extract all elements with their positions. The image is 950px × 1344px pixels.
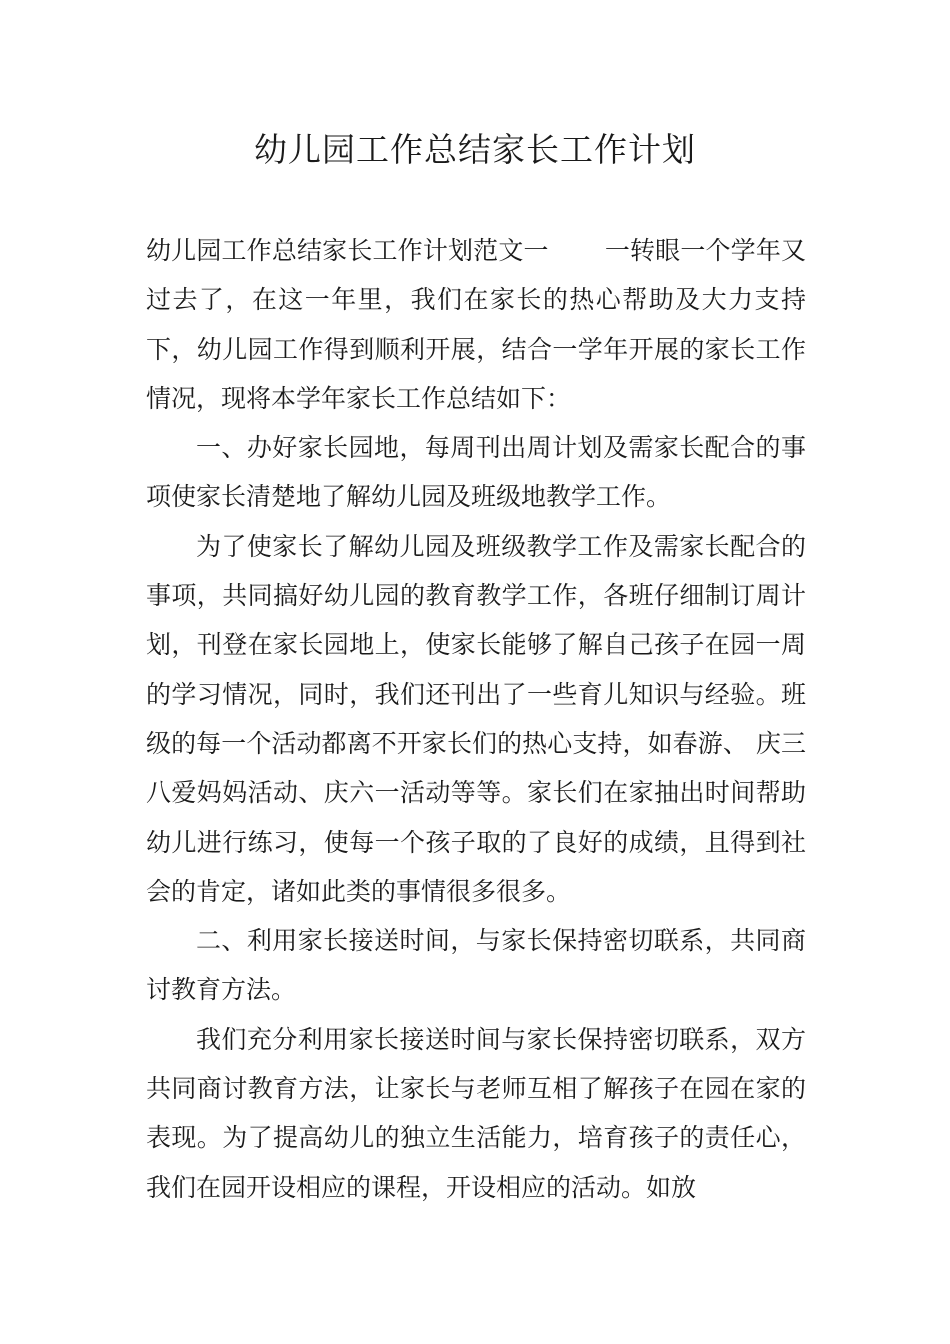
paragraph-3: 二、利用家长接送时间，与家长保持密切联系，共同商讨教育方法。 xyxy=(146,926,806,1005)
document-body xyxy=(146,226,806,1212)
paragraph-4: 我们充分利用家长接送时间与家长保持密切联系，双方共同商讨教育方法，让家长与老师互相了解孩子在园在家的表现。为了提高幼儿的独立生活能力，培育孩子的责任心，我们在园开设相应的课程，开设相应的活动。如放 xyxy=(146,1024,806,1202)
intro-text: 一转眼一个学年又过去了，在这一年里，我们在家长的热心帮助及大力支持下，幼儿园工作得到顺利开展，结合一学年开展的家长工作情况，现将本学年家长工作总结如下： xyxy=(146,236,806,413)
document-title: 幼儿园工作总结家长工作计划 xyxy=(254,130,696,169)
intro-lead: 幼儿园工作总结家长工作计划范文一 xyxy=(146,236,549,265)
paragraph-2: 为了使家长了解幼儿园及班级教学工作及需家长配合的事项，共同搞好幼儿园的教育教学工作，各班仔细制订周计划，刊登在家长园地上，使家长能够了解自己孩子在园一周的学习情况，同时，我们还刊出了一些育儿知识与经验。班级的每一个活动都离不开家长们的热心支持，如春游、 庆三八爱妈妈活动、庆六一活动等等。家长们在家抽出时间帮助幼儿进行练习，使每一个孩子取的了良好的成绩，且得到社会的肯定，诸如此类的事情很多很多。 xyxy=(146,531,806,906)
paragraph-1: 一、办好家长园地，每周刊出周计划及需家长配合的事项使家长清楚地了解幼儿园及班级地教学工作。 xyxy=(146,433,806,512)
intro-paragraph xyxy=(146,226,806,423)
